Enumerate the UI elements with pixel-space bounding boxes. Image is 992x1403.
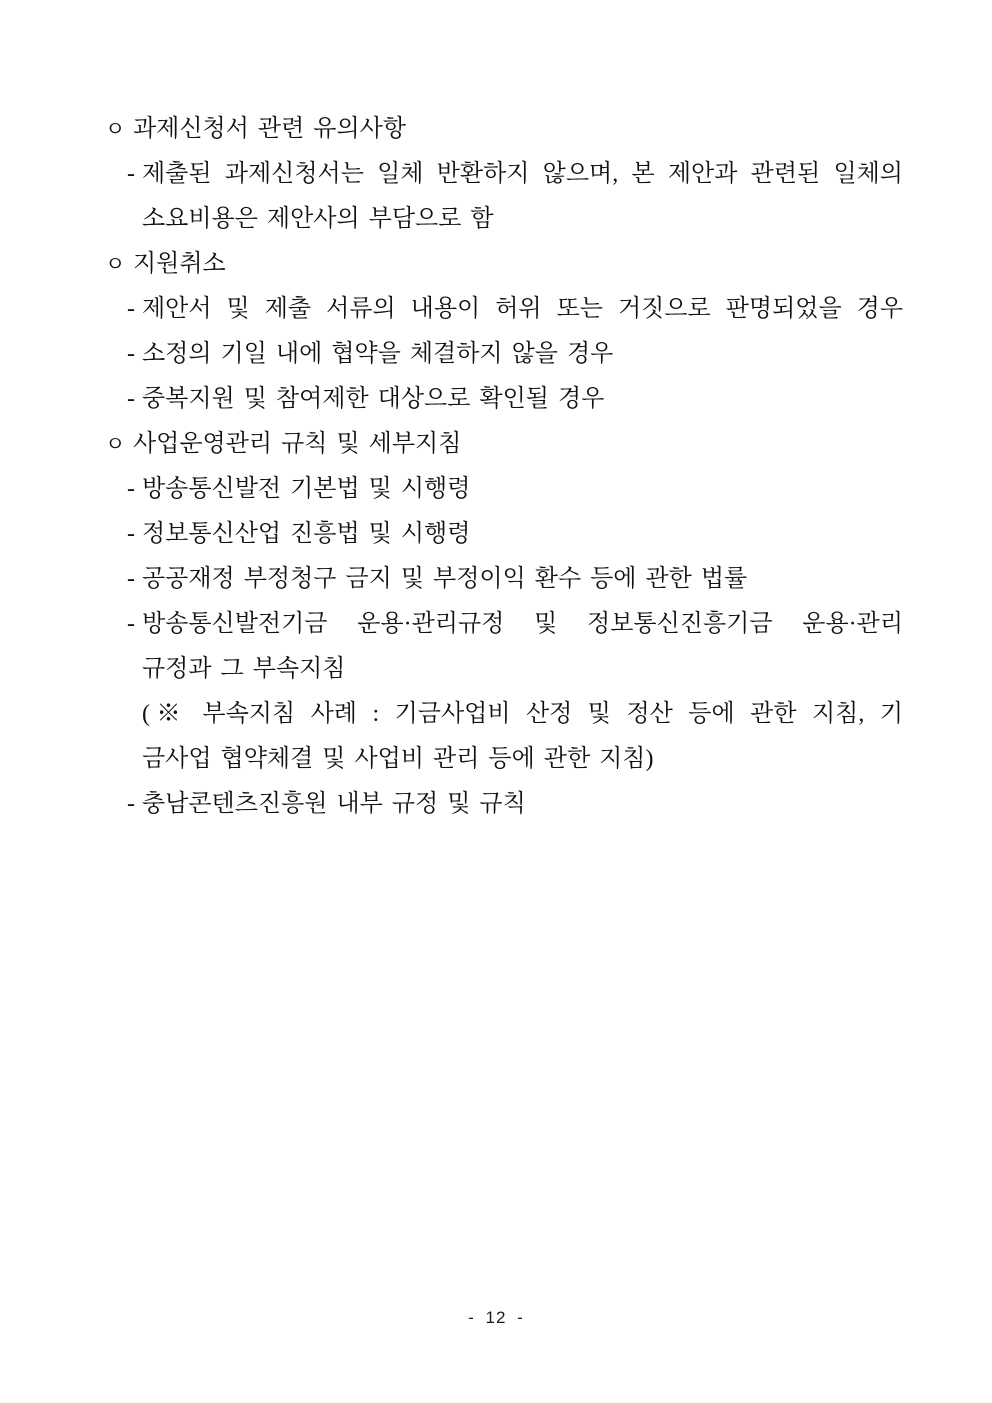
list-item (105, 332, 903, 377)
list-item (105, 287, 903, 332)
circle-bullet: ㅇ (105, 432, 126, 456)
dash-bullet: - (127, 521, 135, 547)
list-item-text: 방송통신발전기금 운용·관리규정 및 정보통신진흥기금 운용·관리 (142, 611, 903, 637)
list-item-note (105, 692, 903, 737)
list-item-text: 소정의 기일 내에 협약을 체결하지 않을 경우 (142, 341, 614, 367)
list-item (105, 557, 903, 602)
list-item (105, 782, 903, 827)
list-item-continuation (105, 197, 903, 242)
list-item-text: 사업운영관리 규칙 및 세부지침 (133, 431, 462, 457)
list-item (105, 152, 903, 197)
list-item-text: 소요비용은 제안사의 부담으로 함 (142, 206, 494, 232)
list-item-text: 제안서 및 제출 서류의 내용이 허위 또는 거짓으로 판명되었을 경우 (142, 296, 903, 322)
dash-bullet: - (127, 791, 135, 817)
dash-bullet: - (127, 476, 135, 502)
dash-bullet: - (127, 566, 135, 592)
list-item-note-continuation (105, 737, 903, 782)
circle-bullet: ㅇ (105, 117, 126, 141)
list-item (105, 512, 903, 557)
dash-bullet: - (127, 296, 135, 322)
list-item-text: 방송통신발전 기본법 및 시행령 (142, 476, 471, 502)
list-item (105, 242, 903, 287)
list-item (105, 377, 903, 422)
list-item-continuation (105, 647, 903, 692)
list-item (105, 602, 903, 647)
list-item (105, 107, 903, 152)
dash-bullet: - (127, 386, 135, 412)
list-item-text: 정보통신산업 진흥법 및 시행령 (142, 521, 471, 547)
list-item-text: 지원취소 (133, 251, 226, 277)
list-item-text: 규정과 그 부속지침 (142, 656, 346, 682)
list-item (105, 467, 903, 512)
document-body (105, 107, 903, 827)
list-item-text: (※ 부속지침 사례 : 기금사업비 산정 및 정산 등에 관한 지침, 기 (142, 701, 903, 727)
dash-bullet: - (127, 161, 135, 187)
list-item-text: 중복지원 및 참여제한 대상으로 확인될 경우 (142, 386, 605, 412)
list-item-text: 공공재정 부정청구 금지 및 부정이익 환수 등에 관한 법률 (142, 566, 748, 592)
dash-bullet: - (127, 611, 135, 637)
dash-bullet: - (127, 341, 135, 367)
list-item-text: 제출된 과제신청서는 일체 반환하지 않으며, 본 제안과 관련된 일체의 (142, 161, 903, 187)
list-item-text: 과제신청서 관련 유의사항 (133, 116, 407, 142)
list-item-text: 금사업 협약체결 및 사업비 관리 등에 관한 지침) (142, 746, 654, 772)
list-item (105, 422, 903, 467)
list-item-text: 충남콘텐츠진흥원 내부 규정 및 규칙 (142, 791, 526, 817)
circle-bullet: ㅇ (105, 252, 126, 276)
page-number: - 12 - (468, 1308, 524, 1327)
